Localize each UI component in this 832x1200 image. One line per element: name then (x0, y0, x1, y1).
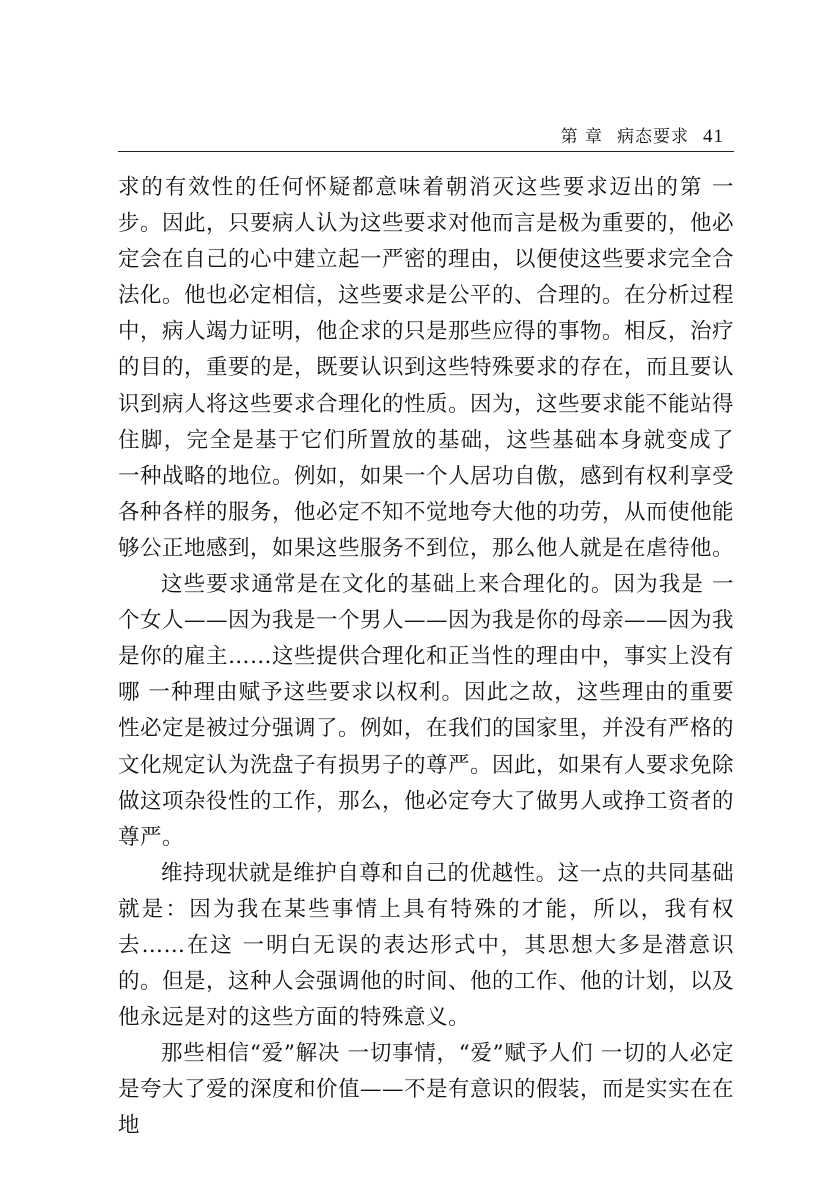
paragraph-3: 维持现状就是维护自尊和自己的优越性。这一点的共同基础就是：因为我在某些事情上具有特殊的才能，所以，我有权去……在这 一明白无误的表达形式中，其思想大多是潜意识的。但是，这种人会强调他的时间、他的工作、他的计划，以及他永远是对的这些方面的特殊意义。 (118, 860, 735, 1031)
running-header (118, 118, 734, 152)
chapter-title: 病态要求 (617, 127, 689, 147)
body-text (118, 170, 734, 1145)
header-rule (118, 151, 734, 152)
paragraph-2: 这些要求通常是在文化的基础上来合理化的。因为我是 一个女人——因为我是一个男人——因为我是你的母亲——因为我是你的雇主……这些提供合理化和正当性的理由中，事实上没有哪 一种理由赋予这些要求以权利。因此之故，这些理由的重要性必定是被过分强调了。例如，在我们的国家里，并没有严格的文化规定认为洗盘子有损男子的尊严。因此，如果有人要求免除做这项杂役性的工作，那么，他必定夸大了做男人或挣工资者的尊严。 (118, 572, 735, 850)
header-text (561, 122, 724, 148)
paragraph-1: 求的有效性的任何怀疑都意味着朝消灭这些要求迈出的第 一步。因此，只要病人认为这些要求对他而言是极为重要的，他必定会在自己的心中建立起一严密的理由，以便使这些要求完全合法化。他也必定相信，这些要求是公平的、合理的。在分析过程中，病人竭力证明，他企求的只是那些应得的事物。相反，治疗的目的，重要的是，既要认识到这些特殊要求的存在，而且要认识到病人将这些要求合理化的性质。因为，这些要求能不能站得住脚，完全是基于它们所置放的基础，这些基础本身就变成了 一种战略的地位。例如，如果一个人居功自傲，感到有权利享受各种各样的服务，他必定不知不觉地夸大他的功劳，从而使他能够公正地感到，如果这些服务不到位，那么他人就是在虐待他。 (118, 175, 735, 561)
chapter-label: 第 章 (560, 127, 603, 147)
paragraph-4: 那些相信“爱”解决 一切事情，“爱”赋予人们 一切的人必定是夸大了爱的深度和价值——不是有意识的假装，而是实实在在地 (118, 1041, 735, 1139)
page-number: 41 (703, 126, 724, 147)
